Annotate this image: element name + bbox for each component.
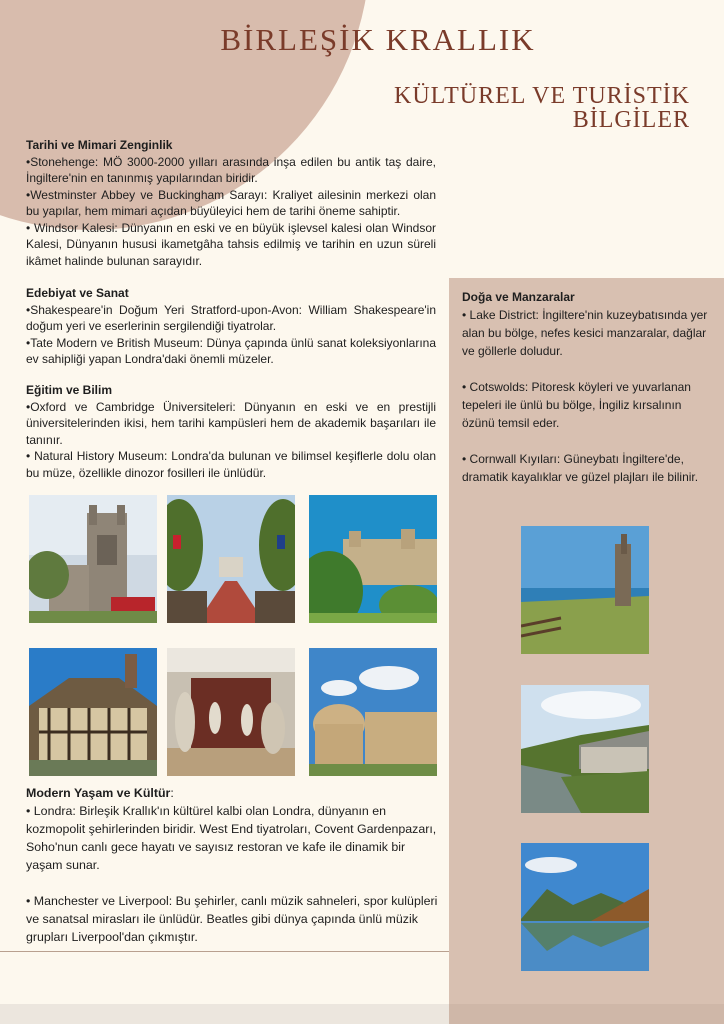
windsor-castle-photo (309, 495, 437, 623)
history-paragraph-windsor: • Windsor Kalesi: Dünyanın en eski ve en büyük işlevsel kalesi olan Windsor Kalesi, Dünyanın hususi ikametgâha tahsis edilmiş ve tarihin en uzun süreli ikâmet halinde bulunan sarayıdır. (26, 220, 436, 268)
lake-district-photo (521, 843, 649, 971)
modern-heading: Modern Yaşam ve Kültür (26, 786, 171, 800)
nature-paragraph-lake-district: • Lake District: İngiltere'nin kuzeybatısında yer alan bu bölge, nefes kesici manzaralar, dağlar ve göllerle doludur. (462, 308, 708, 358)
subtitle-line1: KÜLTÜREL VE TURİSTİK (394, 83, 690, 109)
education-heading: Eğitim ve Bilim (26, 383, 113, 397)
history-section (26, 137, 436, 269)
cornwall-mine-photo (521, 526, 649, 654)
buckingham-mall-photo (167, 495, 295, 623)
oxford-radcliffe-photo (309, 648, 437, 776)
history-paragraph-westminster: •Westminster Abbey ve Buckingham Sarayı: Kraliyet ailesinin merkezi olan bu yapılar, hem mimari açıdan büyüleyici hem de tarihi öneme sahiptir. (26, 187, 436, 218)
nature-paragraph-cotswolds: • Cotswolds: Pitoresk köyleri ve yuvarlanan tepeleri ile ünlü bu bölge, İngiliz kırsalının özünü temsil eder. (462, 380, 691, 430)
nature-paragraph-cornwall: • Cornwall Kıyıları: Güneybatı İngiltere'de, dramatik kayalıklar ve güzel plajları ile bilinir. (462, 452, 699, 484)
british-museum-gallery-photo (167, 648, 295, 776)
westminster-abbey-photo (29, 495, 157, 623)
page-title: BİRLEŞİK KRALLIK (220, 22, 536, 57)
page-subtitle (350, 84, 690, 132)
modern-paragraph-london: • Londra: Birleşik Krallık'ın kültürel kalbi olan Londra, dünyanın en kozmopolit şehirlerinden biridir. West End tiyatroları, Covent Gardenpazarı, Soho'nun canlı gece hayatı ve sayısız restoran ve kafe ile dinamik bir yaşam sunar. (26, 804, 437, 872)
footer-divider (0, 951, 449, 952)
modern-paragraph-manchester: • Manchester ve Liverpool: Bu şehirler, canlı müzik sahneleri, spor kulüpleri ve sanatsal mirasları ile ünlüdür. Beatles gibi dünya çapında ünlü müzik grupları Liverpool'dan çıkmıştır. (26, 894, 438, 944)
shakespeare-birthplace-photo (29, 648, 157, 776)
cotswolds-village-photo (521, 685, 649, 813)
literature-section (26, 285, 436, 368)
nature-heading: Doğa ve Manzaralar (462, 290, 575, 304)
modern-section (26, 784, 438, 946)
education-paragraph-museum: • Natural History Museum: Londra'da bulunan ve bilimsel keşiflerle dolu olan bu müze, özellikle dinozor fosilleri ile ünlüdür. (26, 449, 436, 480)
footer-bar (0, 1004, 449, 1024)
history-heading: Tarihi ve Mimari Zenginlik (26, 138, 173, 152)
literature-heading: Edebiyat ve Sanat (26, 286, 129, 300)
footer-bar-right (449, 1004, 724, 1024)
literature-paragraph-museums: •Tate Modern ve British Museum: Dünya çapında ünlü sanat koleksiyonlarına ev sahipliği yapan Londra'daki önemli müzeler. (26, 335, 436, 366)
modern-heading-colon: : (170, 786, 174, 800)
nature-section (462, 288, 710, 486)
subtitle-line2: BİLGİLER (572, 107, 690, 133)
literature-paragraph-shakespeare: •Shakespeare'in Doğum Yeri Stratford-upon-Avon: William Shakespeare'in doğum yeri ve eserlerinin sergilendiği tiyatrolar. (26, 302, 436, 333)
education-paragraph-universities: •Oxford ve Cambridge Üniversiteleri: Dünyanın en eski ve en prestijli üniversitelerinden ikisi, hem tarihi kampüsleri hem de akademik başarıları ile tanınır. (26, 399, 436, 447)
history-paragraph-stonehenge: •Stonehenge: MÖ 3000-2000 yılları arasında inşa edilen bu antik taş daire, İngiltere'nin en tanınmış yapılarından biridir. (26, 154, 436, 185)
education-section (26, 382, 436, 481)
